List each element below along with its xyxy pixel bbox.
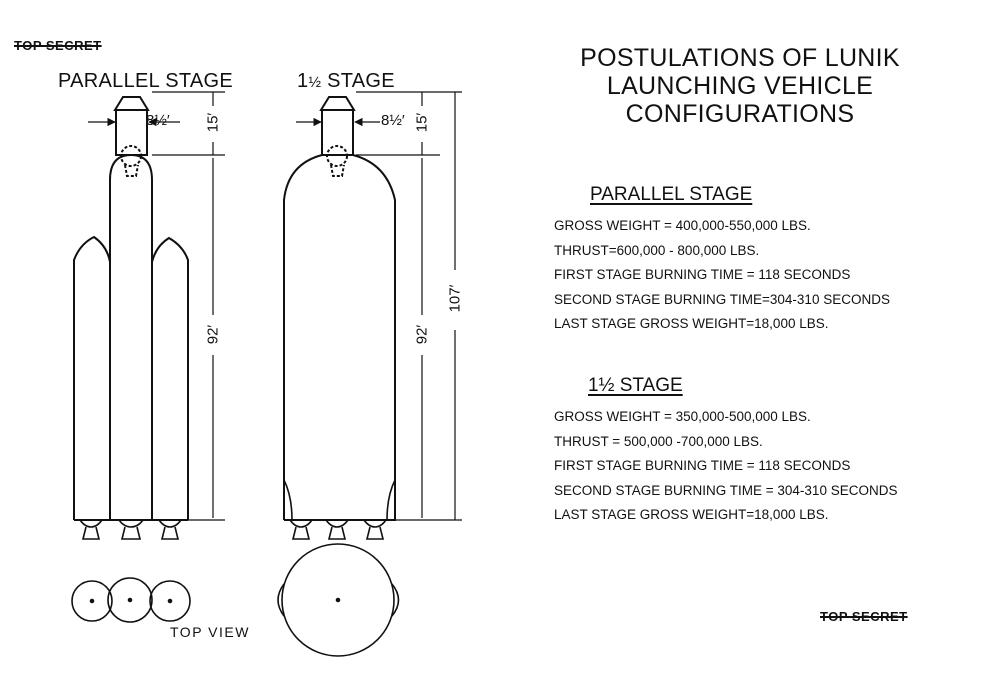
spec-item: THRUST=600,000 - 800,000 LBS. <box>554 242 760 258</box>
parallel-specs-list <box>554 214 890 337</box>
one-half-nose-dimension: 15′ <box>413 112 431 133</box>
top-view-label: TOP VIEW <box>170 624 250 640</box>
parallel-upper-stage <box>115 97 148 176</box>
parallel-engine-nozzles <box>80 520 181 539</box>
page-title-line-2: LAUNCHING VEHICLE CONFIGURATIONS <box>606 72 874 128</box>
parallel-dimension-lines <box>88 92 225 520</box>
top-secret-stamp-top: TOP SECRET <box>14 38 102 53</box>
one-half-stage-rocket <box>284 97 395 539</box>
one-half-total-dimension: 107′ <box>446 284 464 313</box>
parallel-diameter-dimension: 8½′ <box>146 112 170 129</box>
spec-item: SECOND STAGE BURNING TIME = 304-310 SECONDS <box>554 482 898 498</box>
one-half-label-number: 1 <box>297 70 309 92</box>
parallel-top-view <box>72 578 190 622</box>
parallel-left-strapon <box>74 237 110 520</box>
spec-item: GROSS WEIGHT = 350,000-500,000 LBS. <box>554 409 811 424</box>
one-half-body-dimension: 92′ <box>413 324 431 345</box>
parallel-right-strapon <box>152 238 188 520</box>
spec-item: FIRST STAGE BURNING TIME = 118 SECONDS <box>554 267 851 282</box>
parallel-core-booster <box>110 155 152 520</box>
one-half-top-view <box>278 544 399 656</box>
spec-item: THRUST = 500,000 -700,000 LBS. <box>554 433 763 449</box>
parallel-nose-dimension: 15′ <box>204 112 222 133</box>
one-half-upper-stage <box>321 97 354 176</box>
parallel-specs-heading: PARALLEL STAGE <box>590 184 753 205</box>
parallel-body-dimension: 92′ <box>204 324 222 345</box>
one-half-main-body <box>284 155 395 520</box>
parallel-stage-rocket <box>74 97 188 539</box>
spec-item: LAST STAGE GROSS WEIGHT=18,000 LBS. <box>554 507 829 522</box>
page-title-line-1: POSTULATIONS OF LUNIK <box>580 44 900 72</box>
parallel-stage-label: PARALLEL STAGE <box>58 70 234 92</box>
spec-item: LAST STAGE GROSS WEIGHT=18,000 LBS. <box>554 316 829 331</box>
one-half-specs-heading: 1½ STAGE <box>588 375 683 396</box>
one-half-engine-nozzles <box>290 520 386 539</box>
page-title <box>505 44 975 128</box>
one-half-diameter-dimension: 8½′ <box>381 112 405 129</box>
spec-item: FIRST STAGE BURNING TIME = 118 SECONDS <box>554 458 851 473</box>
one-half-label-fraction: ½ <box>308 74 322 91</box>
spec-item: GROSS WEIGHT = 400,000-550,000 LBS. <box>554 218 811 233</box>
one-half-label-text: STAGE <box>321 70 395 92</box>
top-secret-stamp-bottom: TOP SECRET <box>820 609 908 624</box>
spec-item: SECOND STAGE BURNING TIME=304-310 SECONDS <box>554 291 890 307</box>
one-half-booster-fins <box>284 480 395 520</box>
one-half-stage-label <box>297 70 395 93</box>
one-half-specs-list <box>554 405 897 528</box>
